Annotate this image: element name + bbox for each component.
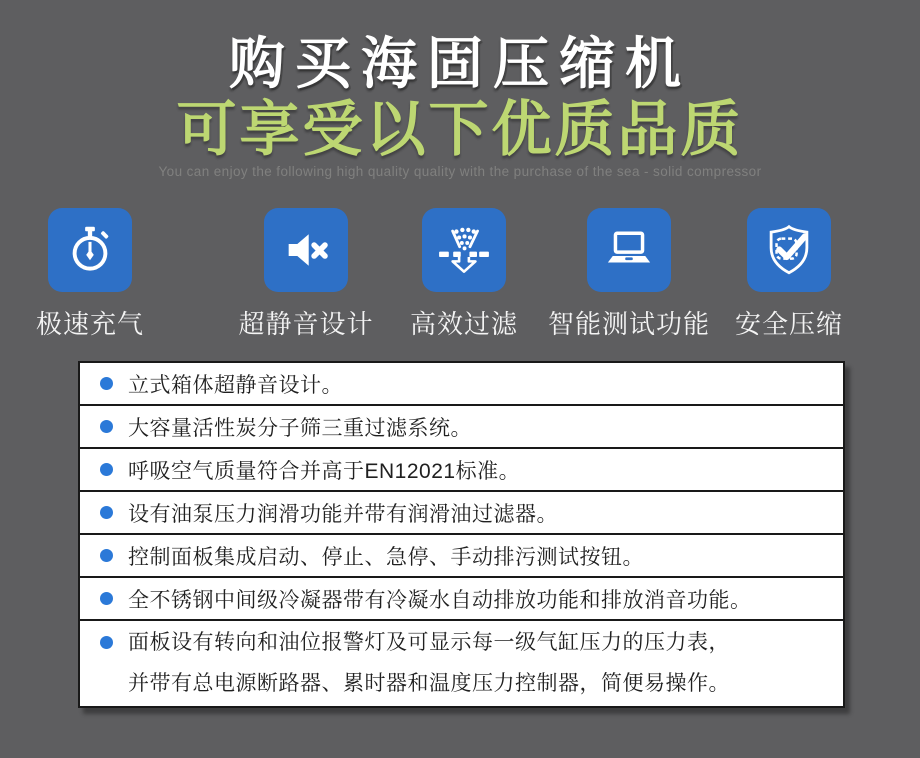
bullet-icon (100, 506, 113, 519)
feature-tile (587, 208, 671, 292)
spec-row (80, 578, 843, 621)
laptop-icon (603, 224, 655, 276)
feature-label: 极速充气 (35, 309, 144, 339)
feature-filtering (374, 208, 554, 341)
bullet-icon (100, 549, 113, 562)
page-subtitle-english: You can enjoy the following high quality quality with the purchase of the sea - solid compressor (158, 164, 762, 179)
feature-tile (422, 208, 506, 292)
bullet-icon (100, 377, 113, 390)
filter-icon (438, 224, 490, 276)
spec-text (128, 621, 730, 704)
spec-row (80, 449, 843, 492)
feature-label: 安全压缩 (734, 309, 843, 339)
spec-row (80, 406, 843, 449)
bullet-icon (100, 592, 113, 605)
page-title: 购买海固压缩机 (229, 32, 691, 95)
spec-text: 设有油泵压力润滑功能并带有润滑油过滤器。 (128, 502, 558, 526)
spec-row (80, 492, 843, 535)
spec-text: 立式箱体超静音设计。 (128, 373, 343, 397)
spec-text: 大容量活性炭分子筛三重过滤系统。 (128, 416, 472, 440)
spec-text: 呼吸空气质量符合并高于EN12021标准。 (128, 459, 521, 483)
bullet-icon (100, 420, 113, 433)
shield-check-icon (763, 224, 815, 276)
spec-text-line: 面板设有转向和油位报警灯及可显示每一级气缸压力的压力表， (128, 631, 730, 654)
spec-row (80, 621, 843, 706)
spec-row (80, 363, 843, 406)
bullet-icon (100, 636, 113, 649)
bullet-icon (100, 463, 113, 476)
spec-table (78, 361, 845, 708)
feature-label: 超静音设计 (238, 309, 374, 339)
spec-text-line: 并带有总电源断路器、累时器和温度压力控制器，简便易操作。 (128, 672, 730, 695)
mute-speaker-icon (280, 224, 332, 276)
feature-label: 高效过滤 (409, 309, 518, 339)
feature-tile (747, 208, 831, 292)
feature-label: 智能测试功能 (547, 309, 710, 339)
feature-safe-compression (699, 208, 879, 341)
stopwatch-icon (64, 224, 116, 276)
feature-tile (48, 208, 132, 292)
feature-fast-inflation (0, 208, 180, 341)
spec-row (80, 535, 843, 578)
page-subtitle: 可享受以下优质品质 (176, 96, 744, 163)
feature-tile (264, 208, 348, 292)
spec-text: 控制面板集成启动、停止、急停、手动排污测试按钮。 (128, 545, 644, 569)
feature-smart-test (539, 208, 719, 341)
spec-text: 全不锈钢中间级冷凝器带有冷凝水自动排放功能和排放消音功能。 (128, 588, 752, 612)
feature-quiet-design (216, 208, 396, 341)
